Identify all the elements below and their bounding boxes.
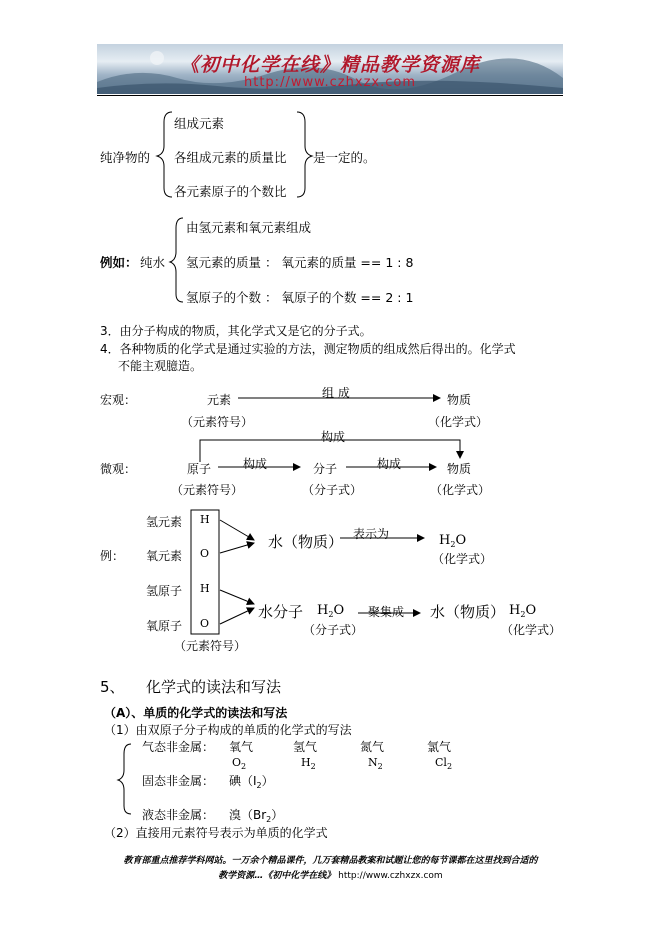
pure-label: 纯净物的 (100, 150, 151, 165)
gas-formula-nitrogen: $N_2$ (368, 756, 383, 771)
liquid-value: 溴$(Br_2)$ (229, 808, 284, 824)
sub2-heading: （2）直接用元素符号表示为单质的化学式 (104, 826, 328, 840)
gas-name-hydrogen: 氢气 (293, 740, 318, 754)
example2-row-o-element: 氧元素 (146, 549, 183, 563)
micro-arrow1-label: 构成 (243, 457, 268, 471)
micro-formula: （化学式） (430, 483, 491, 497)
pure-item-atom-ratio: 各元素原子的个数比 (174, 184, 287, 199)
footer-line2-text: 教学资源…《初中化学在线》 (218, 871, 336, 881)
micro-molecule: 分子 (313, 462, 338, 476)
example2-row-h-atom: 氢原子 (146, 584, 183, 598)
micro-atom-symbol: （元素符号） (171, 483, 244, 497)
micro-label: 微观： (100, 462, 137, 476)
example2-aggregate-label: 聚集成 (368, 605, 405, 619)
example1-item-2: 氢元素的质量 ： 氧元素的质量 == 1 : 8 (186, 255, 414, 270)
micro-arrow2-label: 构成 (377, 457, 402, 471)
part-a-heading: （A）、单质的化学式的读法和写法 (104, 706, 288, 720)
example2-symbol-h2: H (200, 582, 210, 595)
gas-name-chlorine: 氯气 (427, 740, 452, 754)
paragraph-3: 3．由分子构成的物质，其化学式又是它的分子式。 (100, 324, 372, 338)
example2-molecular-formula: （分子式） (303, 623, 364, 637)
pure-item-mass-ratio: 各组成元素的质量比 (174, 150, 287, 165)
example2-water-substance: 水（物质） (430, 603, 506, 621)
macro-substance: 物质 (447, 393, 472, 407)
gas-label: 气态非金属： (142, 740, 215, 754)
footer-line1: 教育部重点推荐学科网站。一万余个精品课件，几万套精品教案和试题让您的每节课都在这里找到合适的 (123, 856, 538, 866)
gas-formula-hydrogen: $H_2$ (301, 756, 316, 771)
example2-water: 水（物质） (268, 533, 344, 551)
liquid-label: 液态非金属： (142, 808, 215, 822)
example2-symbol-h1: H (200, 513, 210, 526)
micro-top-arrow-label: 构成 (321, 430, 346, 444)
macro-label: 宏观： (100, 393, 137, 407)
example2-formula-top: （化学式） (432, 552, 493, 566)
example1-item-1: 由氢元素和氧元素组成 (186, 220, 312, 235)
solid-value: 碘$(I_2)$ (229, 774, 274, 790)
example1-item-3: 氢原子的个数 ： 氧原子的个数 == 2 : 1 (186, 290, 414, 305)
footer-line2 (0, 868, 661, 881)
gas-name-nitrogen: 氮气 (360, 740, 385, 754)
macro-arrow-label: 组 成 (322, 386, 350, 400)
sub1-heading: （1）由双原子分子构成的单质的化学式的写法 (104, 723, 352, 737)
example2-label: 例： (100, 549, 125, 563)
micro-substance: 物质 (447, 462, 472, 476)
example2-row-h-element: 氢元素 (146, 515, 183, 529)
gas-name-oxygen: 氧气 (229, 740, 254, 754)
example2-symbol-o1: O (200, 547, 210, 560)
section5-title: 化学式的读法和写法 (146, 678, 282, 696)
section5-number: 5、 (100, 678, 125, 696)
example1-subject: 纯水 (140, 255, 166, 270)
micro-atom: 原子 (187, 462, 212, 476)
gas-formula-oxygen: $O_2$ (232, 756, 247, 771)
macro-formula: （化学式） (428, 415, 489, 429)
macro-element: 元素 (207, 393, 232, 407)
example2-h2o-top: $H_2O$ (439, 533, 467, 549)
banner-url[interactable]: http://www.czhxzx.com (244, 75, 416, 90)
macro-element-symbol: （元素符号） (181, 415, 254, 429)
example2-symbols-caption: （元素符号） (174, 639, 247, 653)
paragraph-4-line1: 4．各种物质的化学式是通过实验的方法，测定物质的组成然后得出的。化学式 (100, 342, 516, 356)
pure-conclusion: 是一定的。 (313, 150, 376, 165)
example2-water-molecule: 水分子 (258, 603, 304, 621)
pure-item-composition: 组成元素 (174, 116, 225, 131)
micro-molecular-formula: （分子式） (302, 483, 363, 497)
example2-symbol-o2: O (200, 617, 210, 630)
example2-h2o-molecule: $H_2O$ (317, 603, 345, 619)
paragraph-4-line2: 不能主观臆造。 (118, 359, 203, 373)
example2-h2o-substance: $H_2O$ (509, 603, 537, 619)
example2-row-o-atom: 氧原子 (146, 619, 183, 633)
example2-represent-label: 表示为 (353, 527, 390, 541)
example1-label: 例如： (100, 255, 138, 270)
example2-formula-bottom: （化学式） (501, 623, 562, 637)
gas-formula-chlorine: $Cl_2$ (435, 756, 453, 771)
footer-url[interactable]: http://www.czhxzx.com (338, 871, 443, 881)
banner-title: 《初中化学在线》精品教学资源库 (179, 54, 480, 76)
solid-label: 固态非金属： (142, 774, 215, 788)
